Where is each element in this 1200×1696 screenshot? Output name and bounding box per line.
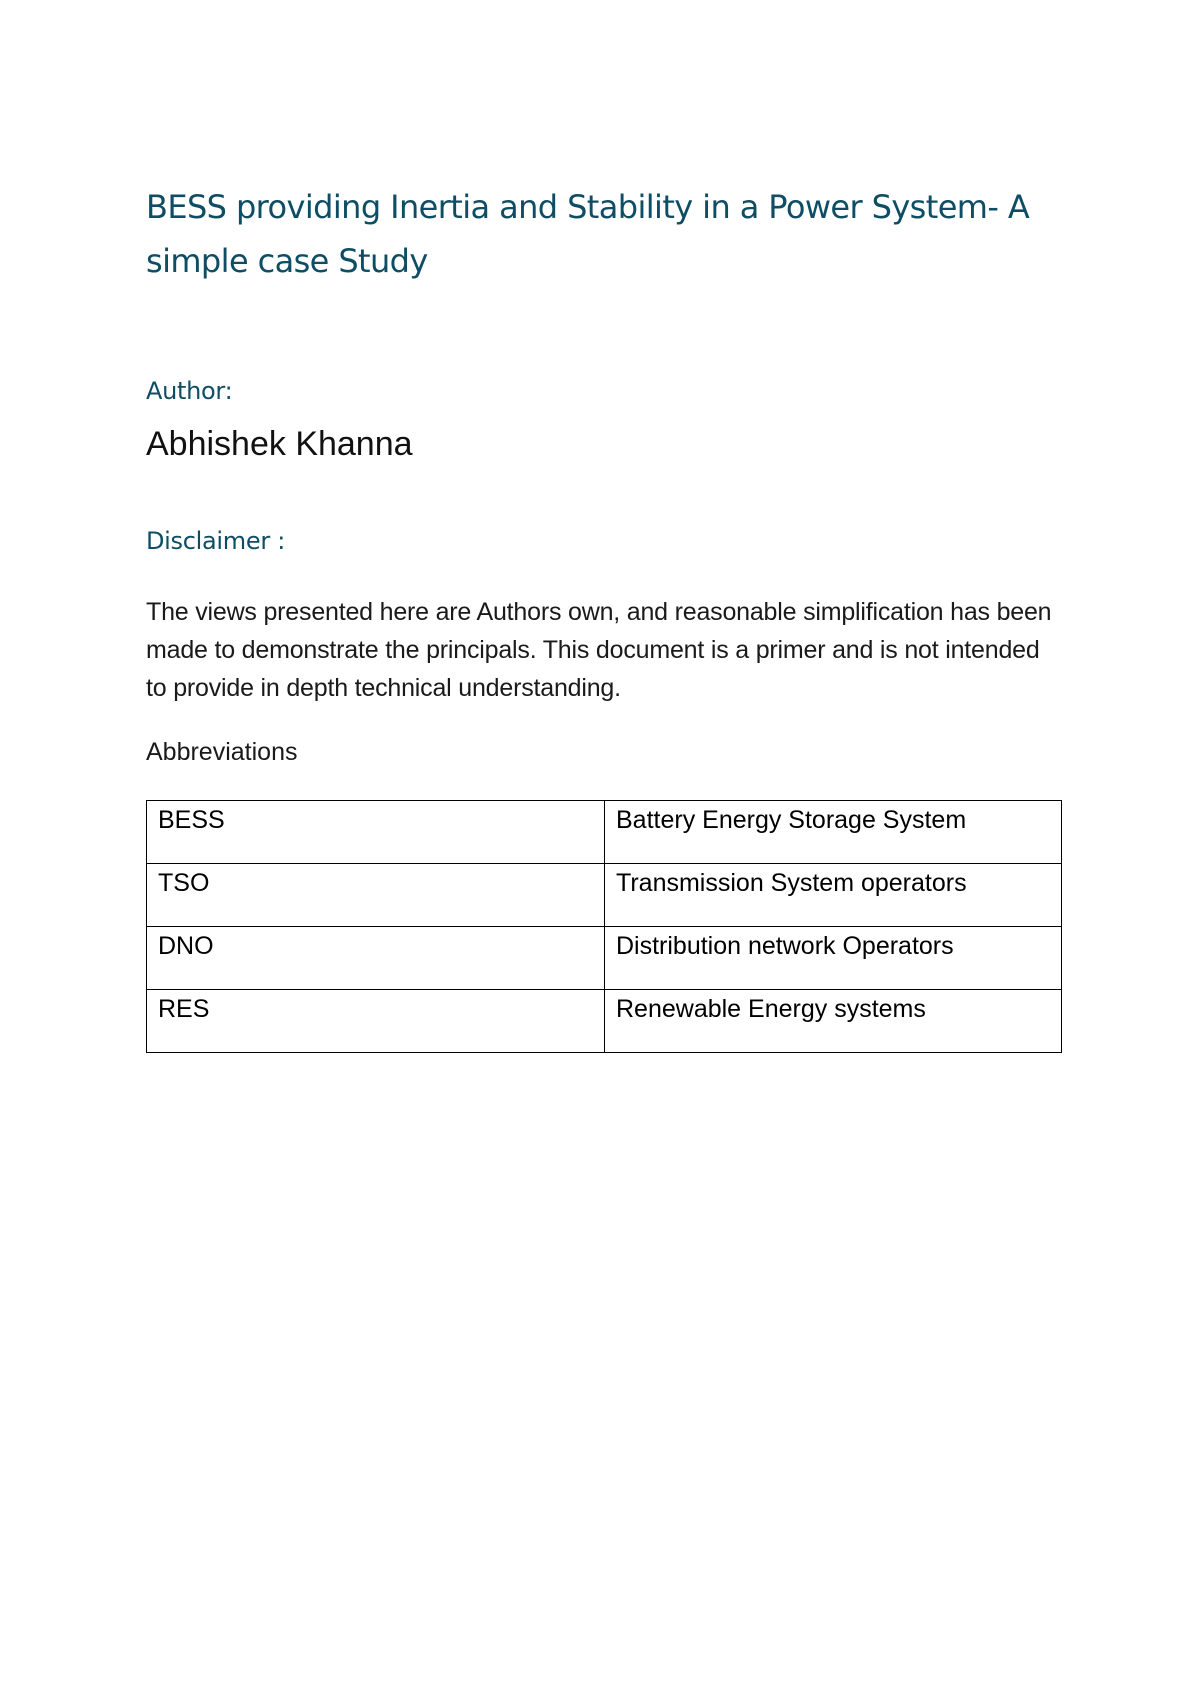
author-name: Abhishek Khanna: [146, 425, 413, 463]
abbreviations-table: [146, 800, 1062, 1053]
abbreviation-cell: TSO: [147, 864, 605, 927]
table-row: [147, 801, 1062, 864]
document-title: BESS providing Inertia and Stability in a Power System- A simple case Study: [146, 188, 1030, 280]
meaning-cell: Distribution network Operators: [605, 927, 1062, 990]
abbreviation-cell: DNO: [147, 927, 605, 990]
author-label: Author:: [146, 377, 233, 405]
disclaimer-text: The views presented here are Authors own, and reasonable simplification has been made to demonstrate the principals. This document is a primer and is not intended to provide in depth technical understanding.: [146, 598, 1052, 702]
meaning-cell: Battery Energy Storage System: [605, 801, 1062, 864]
abbreviation-cell: RES: [147, 990, 605, 1053]
table-row: [147, 864, 1062, 927]
disclaimer-label: Disclaimer :: [146, 527, 286, 555]
meaning-cell: Transmission System operators: [605, 864, 1062, 927]
abbreviations-label: Abbreviations: [146, 738, 298, 766]
abbreviation-cell: BESS: [147, 801, 605, 864]
table-row: [147, 990, 1062, 1053]
meaning-cell: Renewable Energy systems: [605, 990, 1062, 1053]
table-row: [147, 927, 1062, 990]
